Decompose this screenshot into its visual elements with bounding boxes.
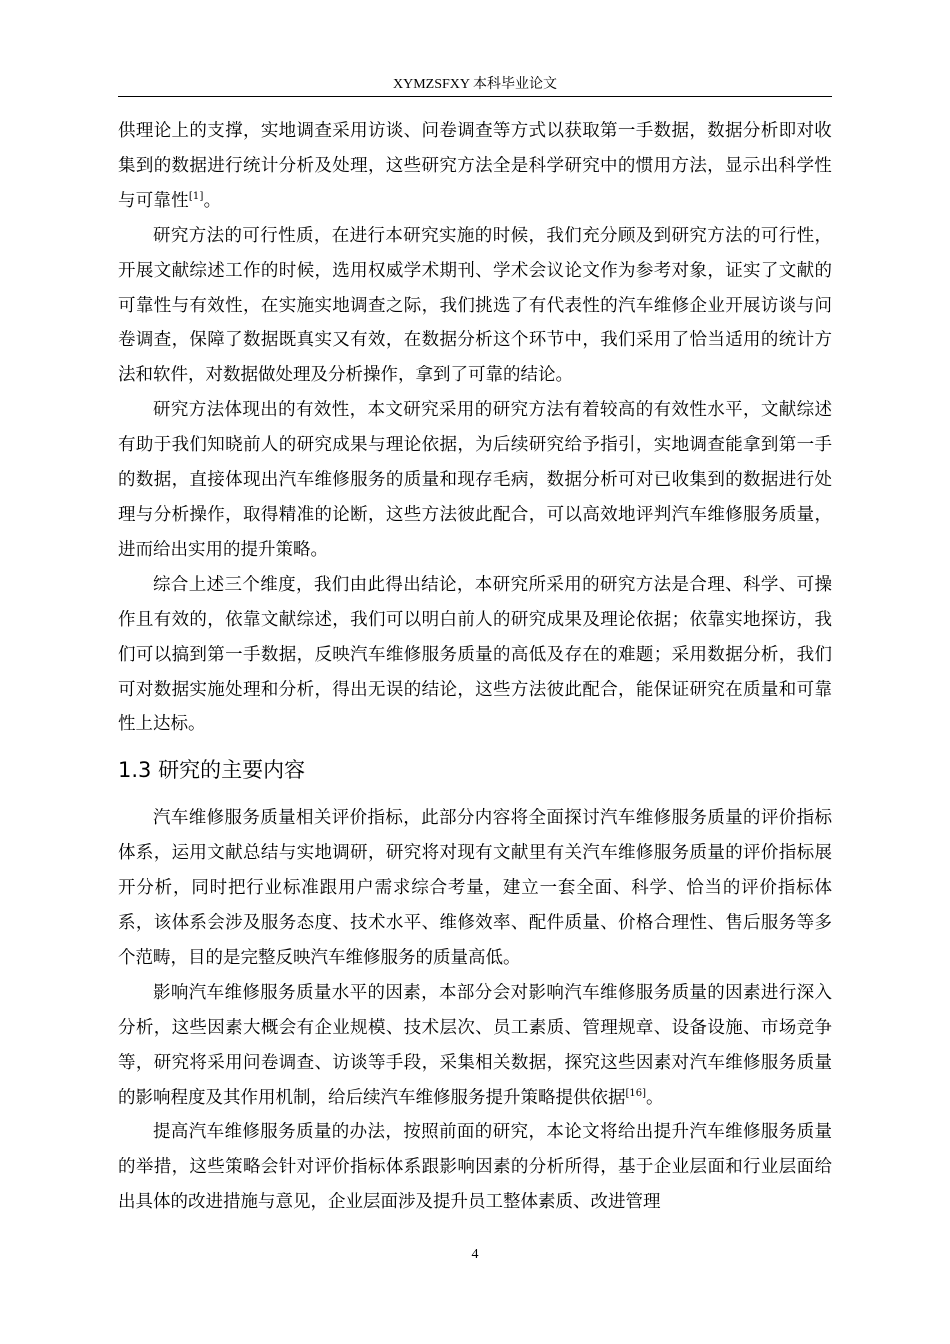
section-heading: 1.3 研究的主要内容 (118, 758, 306, 783)
page-header: XYMZSFXY 本科毕业论文 (118, 74, 832, 97)
page-number: 4 (471, 1247, 479, 1262)
paragraph-methods-feasibility: 研究方法的可行性质，在进行本研究实施的时候，我们充分顾及到研究方法的可行性，开展文献综述工作的时候，选用权威学术期刊、学术会议论文作为参考对象，证实了文献的可靠性与有效性，在实施实地调查之际，我们挑选了有代表性的汽车维修企业开展访谈与问卷调查，保障了数据既真实又有效，在数据分析这个环节中，我们采用了恰当适用的统计方法和软件，对数据做处理及分析操作，拿到了可靠的结论。 (118, 225, 832, 386)
paragraph-methods-scientific (118, 114, 832, 219)
paragraph-text: 影响汽车维修服务质量水平的因素，本部分会对影响汽车维修服务质量的因素进行深入分析，这些因素大概会有企业规模、技术层次、员工素质、管理规章、设备设施、市场竞争等，研究将采用问卷调查、访谈等手段，采集相关数据，探究这些因素对汽车维修服务质量的影响程度及其作用机制，给后续汽车维修服务提升策略提供依据 (118, 982, 832, 1108)
paragraph-text: 供理论上的支撑，实地调查采用访谈、问卷调查等方式以获取第一手数据，数据分析即对收集到的数据进行统计分析及处理，这些研究方法全是科学研究中的惯用方法，显示出科学性与可靠性 (118, 121, 832, 211)
paragraph-influencing-factors (118, 976, 832, 1116)
paragraph-tail: 。 (646, 1087, 664, 1108)
paragraph-tail: 。 (203, 190, 222, 211)
citation-ref[interactable]: [16] (625, 1087, 647, 1099)
citation-ref[interactable]: [1] (188, 190, 204, 202)
body-text (118, 114, 832, 1220)
paragraph-improvement-strategies: 提高汽车维修服务质量的办法，按照前面的研究，本论文将给出提升汽车维修服务质量的举措，这些策略会针对评价指标体系跟影响因素的分析所得，基于企业层面和行业层面给出具体的改进措施与意见，企业层面涉及提升员工整体素质、改进管理 (118, 1122, 832, 1213)
paragraph-evaluation-indicators: 汽车维修服务质量相关评价指标，此部分内容将全面探讨汽车维修服务质量的评价指标体系，运用文献总结与实地调研，研究将对现有文献里有关汽车维修服务质量的评价指标展开分析，同时把行业标准跟用户需求综合考量，建立一套全面、科学、恰当的评价指标体系，该体系会涉及服务态度、技术水平、维修效率、配件质量、价格合理性、售后服务等多个范畴，目的是完整反映汽车维修服务的质量高低。 (118, 808, 832, 968)
paragraph-methods-summary: 综合上述三个维度，我们由此得出结论，本研究所采用的研究方法是合理、科学、可操作且有效的，依靠文献综述，我们可以明白前人的研究成果及理论依据；依靠实地探访，我们可以搞到第一手数据，反映汽车维修服务质量的高低及存在的难题；采用数据分析，我们可对数据实施处理和分析，得出无误的结论，这些方法彼此配合，能保证研究在质量和可靠性上达标。 (118, 574, 832, 735)
paragraph-methods-effectiveness: 研究方法体现出的有效性，本文研究采用的研究方法有着较高的有效性水平，文献综述有助于我们知晓前人的研究成果与理论依据，为后续研究给予指引，实地调查能拿到第一手的数据，直接体现出汽车维修服务的质量和现存毛病，数据分析可对已收集到的数据进行处理与分析操作，取得精准的论断，这些方法彼此配合，可以高效地评判汽车维修服务质量，进而给出实用的提升策略。 (118, 400, 832, 560)
